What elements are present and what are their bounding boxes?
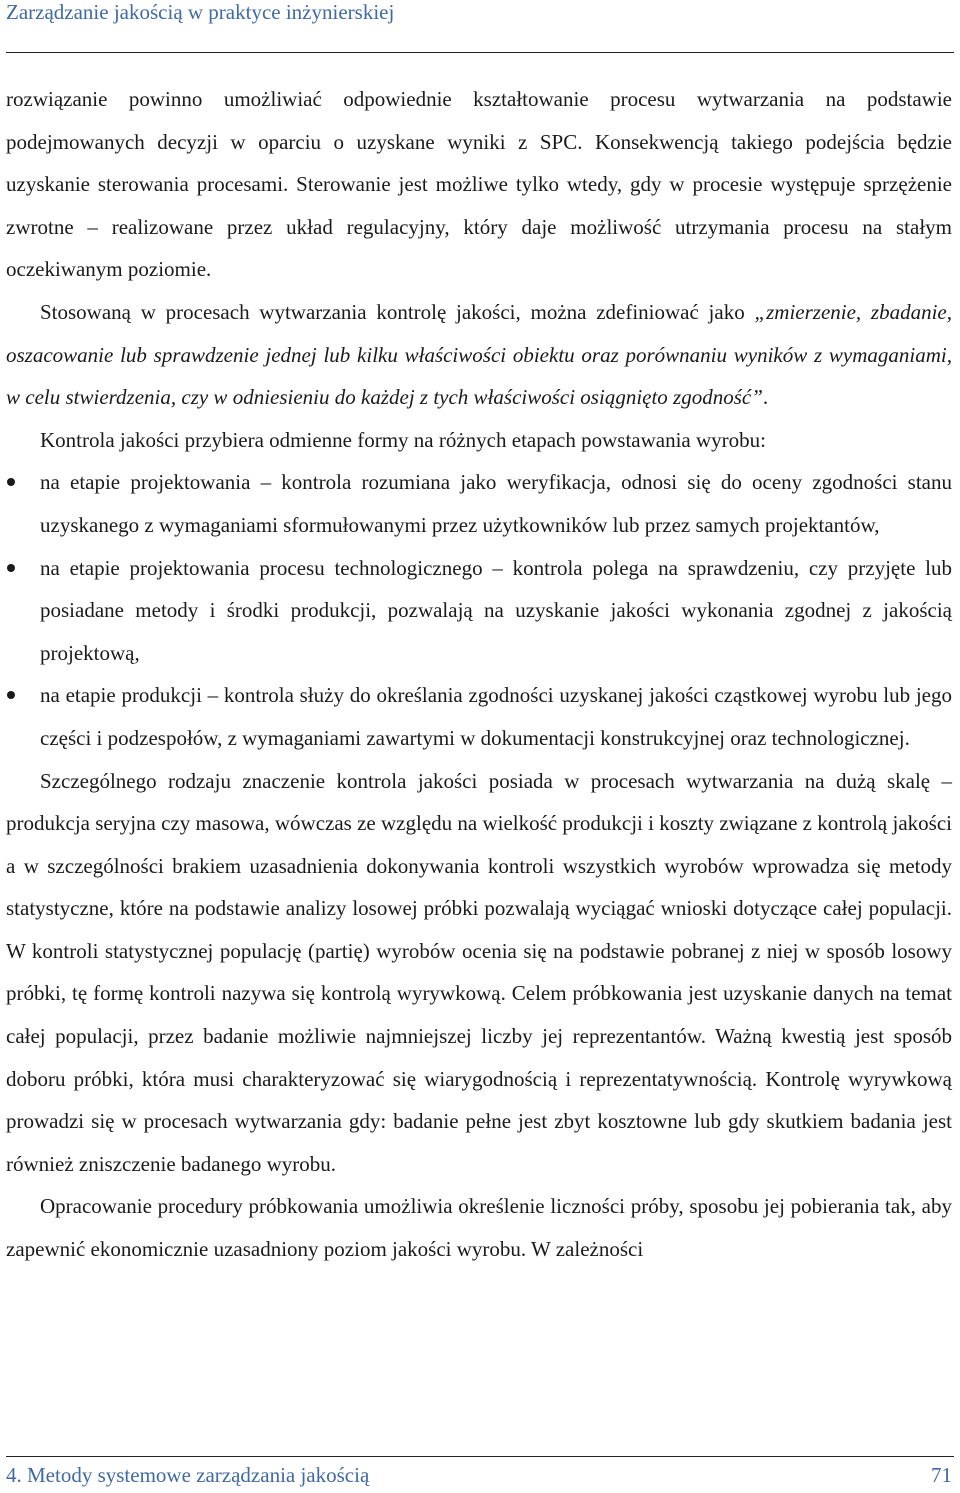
bullet-icon <box>7 564 15 572</box>
main-text <box>6 78 952 1271</box>
paragraph-2 <box>6 291 952 419</box>
list-item <box>6 461 952 546</box>
paragraph-5: Opracowanie procedury próbkowania umożliwia określenie liczności próby, sposobu jej pobierania tak, aby zapewnić ekonomicznie uzasadniony poziom jakości wyrobu. W zależności <box>6 1194 952 1262</box>
bullet-icon <box>7 478 15 486</box>
running-title: Zarządzanie jakością w praktyce inżynierskiej <box>6 0 395 24</box>
bullet-icon <box>7 691 15 699</box>
quality-control-definition: „zmierzenie, zbadanie, oszacowanie lub sprawdzenie jednej lub kilku właściwości obiektu oraz porównaniu wyników z wymaganiami, w celu stwierdzenia, czy w odniesieniu do każdej z tych właściwości osiągnięto zgodność” <box>6 299 952 410</box>
list-item <box>6 547 952 675</box>
paragraph-4: Szczególnego rodzaju znaczenie kontrola jakości posiada w procesach wytwarzania na dużą skalę – produkcja seryjna czy masowa, wówczas ze względu na wielkość produkcji i koszty związane z kontrolą jakości a w szczególności brakiem uzasadnienia dokonywania kontroli wszystkich wyrobów wprowadza się metody statystyczne, które na podstawie analizy losowej próbki pozwalają wyciągać wnioski dotyczące całej populacji. W kontroli statystycznej populację (partię) wyrobów ocenia się na podstawie pobranej z niej w sposób losowy próbki, tę formę kontroli nazywa się kontrolą wyrywkową. Celem próbkowania jest uzyskanie danych na temat całej populacji, przez badanie możliwie najmniejszej liczby jej reprezentantów. Ważną kwestią jest sposób doboru próbki, która musi charakteryzować się wiarygodnością i reprezentatywnością. Kontrolę wyrywkową prowadzi się w procesach wytwarzania gdy: badanie pełne jest zbyt kosztowne lub gdy skutkiem badania jest również zniszczenie badanego wyrobu. <box>6 768 952 1176</box>
paragraph-1: rozwiązanie powinno umożliwiać odpowiednie kształtowanie procesu wytwarzania na podstawie podejmowanych decyzji w oparciu o uzyskane wyniki z SPC. Konsekwencją takiego podejścia będzie uzyskanie sterowania procesami. Sterowanie jest możliwe tylko wtedy, gdy w procesie występuje sprzężenie zwrotne – realizowane przez układ regulacyjny, który daje możliwość utrzymania procesu na stałym oczekiwanym poziomie. <box>6 87 952 282</box>
page-header <box>6 0 954 53</box>
page-number: 71 <box>931 1463 952 1487</box>
list-item-text: na etapie projektowania – kontrola rozumiana jako weryfikacja, odnosi się do oceny zgodności stanu uzyskanego z wymaganiami sformułowanymi przez użytkowników lub przez samych projektantów, <box>40 470 952 537</box>
list-item-text: na etapie projektowania procesu technologicznego – kontrola polega na sprawdzeniu, czy przyjęte lub posiadane metody i środki produkcji, pozwalają na uzyskanie jakości wykonania zgodnej z jakością projektową, <box>40 555 952 665</box>
list-item <box>6 674 952 759</box>
stage-list <box>6 461 952 759</box>
paragraph-2-lead: Stosowaną w procesach wytwarzania kontrolę jakości, można zdefiniować jako <box>40 299 755 324</box>
page-footer <box>6 1456 954 1487</box>
paragraph-2-tail: . <box>762 385 769 410</box>
chapter-title: 4. Metody systemowe zarządzania jakością <box>6 1463 370 1487</box>
paragraph-3: Kontrola jakości przybiera odmienne formy na różnych etapach powstawania wyrobu: <box>40 427 766 452</box>
list-item-text: na etapie produkcji – kontrola służy do określania zgodności uzyskanej jakości cząstkowej wyrobu lub jego części i podzespołów, z wymaganiami zawartymi w dokumentacji konstrukcyjnej oraz technologicznej. <box>40 683 952 750</box>
